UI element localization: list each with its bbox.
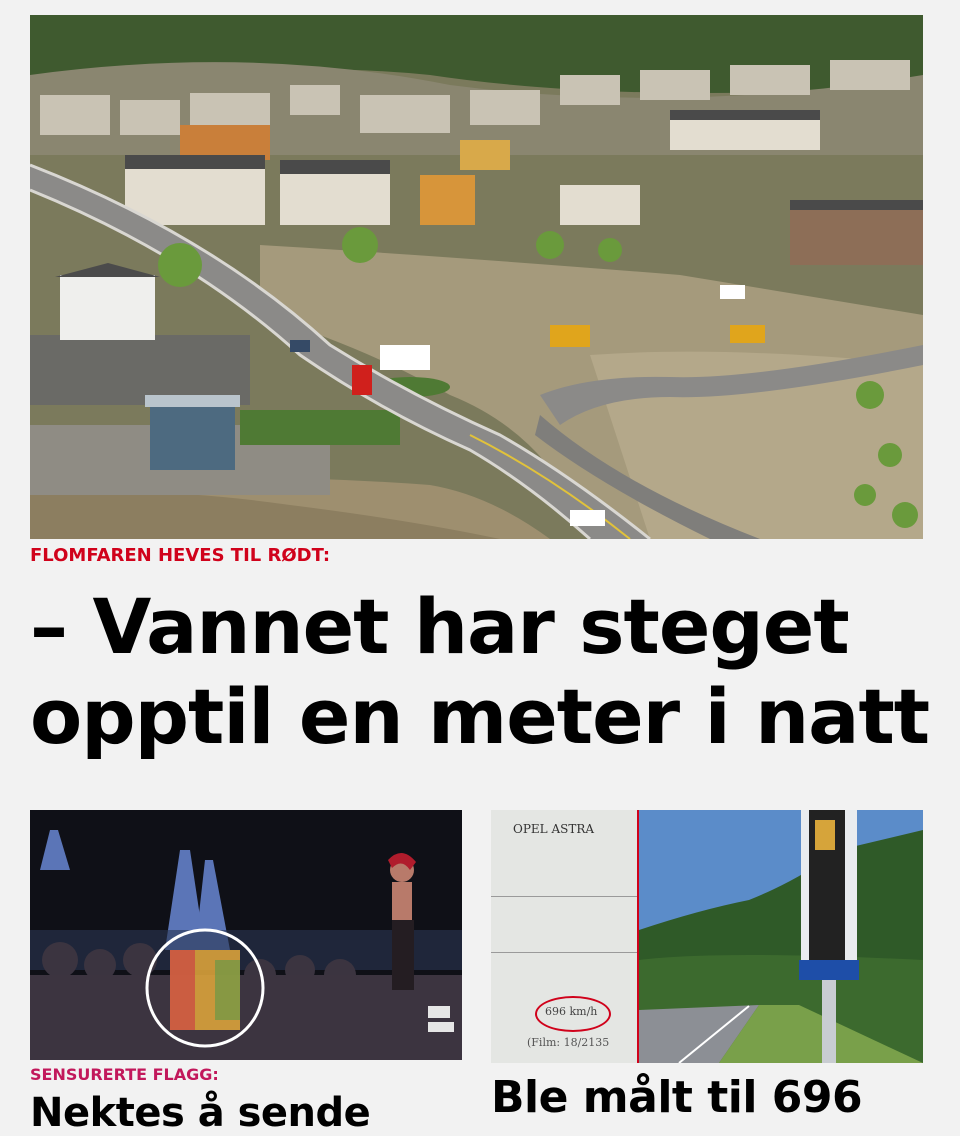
main-story-image[interactable] [30,15,923,539]
note-line [491,952,637,953]
main-story-headline [30,582,930,762]
teaser-speed-camera-link[interactable] [491,810,923,1132]
headline-line-2: opptil en meter i natt [30,672,930,761]
main-story-kicker: FLOMFAREN HEVES TIL RØDT: [30,545,331,566]
teaser-censored-flags-link[interactable] [30,810,462,1136]
speed-photo-note [491,810,637,1063]
teaser-headline: Nektes å sende [30,1090,371,1136]
speed-value-text: 696 km/h [545,1005,598,1018]
teaser-headline: Ble målt til 696 [491,1072,863,1123]
concert-image[interactable] [30,810,462,1060]
teaser-kicker: SENSURERTE FLAGG: [30,1065,219,1084]
flood-photo [30,15,923,539]
headline-line-1: – Vannet har steget [30,582,849,671]
road-photo [639,810,923,1063]
speed-camera-image[interactable] [491,810,923,1063]
film-number-text: (Film: 18/2135 [527,1036,610,1049]
concert-photo [30,810,462,1060]
car-model-text: OPEL ASTRA [513,822,595,836]
note-line [491,896,637,897]
